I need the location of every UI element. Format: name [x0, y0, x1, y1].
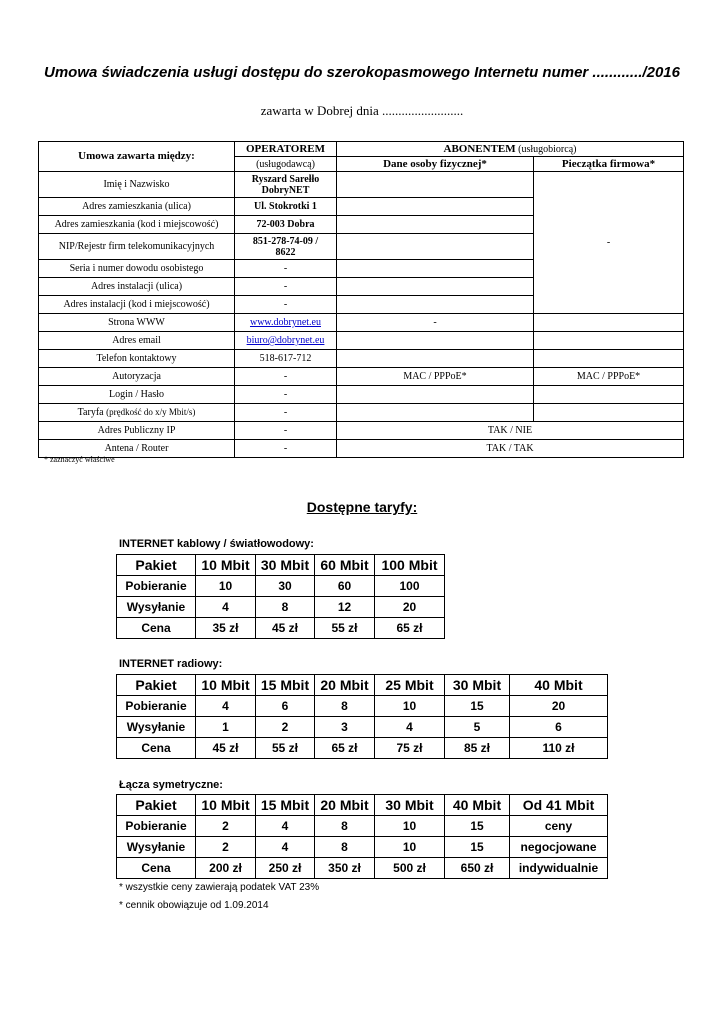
symmetric-header-cell: 20 Mbit: [315, 795, 375, 816]
symmetric-cell: Pobieranie: [117, 816, 196, 837]
subscriber-public-ip-choice[interactable]: TAK / NIE: [337, 422, 684, 440]
cable-cell: Wysyłanie: [117, 597, 196, 618]
radio-header-row: [117, 675, 608, 696]
symmetric-cell: 500 zł: [375, 858, 445, 879]
radio-cell: Pobieranie: [117, 696, 196, 717]
symmetric-header-cell: 15 Mbit: [256, 795, 315, 816]
operator-email-cell: [235, 332, 337, 350]
person-id-field[interactable]: [337, 260, 534, 278]
person-city-field[interactable]: [337, 216, 534, 234]
person-auth-field[interactable]: MAC / PPPoE*: [337, 368, 534, 386]
radio-cell: 6: [510, 717, 608, 738]
row-label-install-street: Adres instalacji (ulica): [39, 278, 235, 296]
symmetric-cell: Cena: [117, 858, 196, 879]
radio-cell: 85 zł: [445, 738, 510, 759]
cable-cell: Pobieranie: [117, 576, 196, 597]
operator-name: Ryszard Sarełło DobryNET: [235, 172, 337, 198]
radio-row-upload: [117, 717, 608, 738]
symmetric-cell: 350 zł: [315, 858, 375, 879]
symmetric-cell: 650 zł: [445, 858, 510, 879]
radio-cell: 5: [445, 717, 510, 738]
symmetric-cell: 8: [315, 816, 375, 837]
row-label-name: Imię i Nazwisko: [39, 172, 235, 198]
stamp-www-field[interactable]: [534, 314, 684, 332]
radio-header-cell: Pakiet: [117, 675, 196, 696]
operator-street: Ul. Stokrotki 1: [235, 198, 337, 216]
symmetric-cell: indywidualnie: [510, 858, 608, 879]
radio-cell: 4: [196, 696, 256, 717]
radio-header-cell: 30 Mbit: [445, 675, 510, 696]
operator-install-street: -: [235, 278, 337, 296]
stamp-auth-field[interactable]: MAC / PPPoE*: [534, 368, 684, 386]
tariffs-title: Dostępne taryfy:: [306, 499, 418, 515]
row-label-antenna: Antena / Router: [39, 440, 235, 458]
symmetric-header-row: [117, 795, 608, 816]
contract-table: [38, 141, 684, 458]
cable-header-cell: 60 Mbit: [315, 555, 375, 576]
person-install-city-field[interactable]: [337, 296, 534, 314]
validity-note: * cennik obowiązuje od 1.09.2014: [119, 900, 269, 911]
person-name-field[interactable]: [337, 172, 534, 198]
cable-cell: 65 zł: [375, 618, 445, 639]
radio-cell: 3: [315, 717, 375, 738]
radio-cell: 6: [256, 696, 315, 717]
row-label-login: Login / Hasło: [39, 386, 235, 404]
operator-email-link[interactable]: biuro@dobrynet.eu: [246, 335, 325, 346]
symmetric-tariff-table: [116, 794, 608, 879]
symmetric-cell: 4: [256, 816, 315, 837]
radio-row-download: [117, 696, 608, 717]
symmetric-cell: 8: [315, 837, 375, 858]
radio-cell: 110 zł: [510, 738, 608, 759]
radio-header-cell: 10 Mbit: [196, 675, 256, 696]
cable-cell: Cena: [117, 618, 196, 639]
row-label-street: Adres zamieszkania (ulica): [39, 198, 235, 216]
symmetric-cell: 250 zł: [256, 858, 315, 879]
contract-parties-label: Umowa zawarta między:: [39, 142, 235, 172]
operator-www-link[interactable]: www.dobrynet.eu: [249, 317, 321, 328]
symmetric-cell: 15: [445, 837, 510, 858]
person-nip-field[interactable]: [337, 234, 534, 260]
cable-cell: 35 zł: [196, 618, 256, 639]
symmetric-cell: Wysyłanie: [117, 837, 196, 858]
row-label-public-ip: Adres Publiczny IP: [39, 422, 235, 440]
radio-cell: 4: [375, 717, 445, 738]
operator-tariff: -: [235, 404, 337, 422]
operator-login: -: [235, 386, 337, 404]
radio-cell: 45 zł: [196, 738, 256, 759]
radio-cell: 1: [196, 717, 256, 738]
cable-cell: 10: [196, 576, 256, 597]
row-label-auth: Autoryzacja: [39, 368, 235, 386]
person-login-field[interactable]: [337, 386, 534, 404]
cable-cell: 8: [256, 597, 315, 618]
stamp-tariff-field[interactable]: [534, 404, 684, 422]
person-install-street-field[interactable]: [337, 278, 534, 296]
radio-cell: 65 zł: [315, 738, 375, 759]
row-label-city: Adres zamieszkania (kod i miejscowość): [39, 216, 235, 234]
symmetric-cell: 10: [375, 816, 445, 837]
radio-cell: 2: [256, 717, 315, 738]
person-street-field[interactable]: [337, 198, 534, 216]
row-label-tariff: Taryfa (prędkość do x/y Mbit/s): [39, 404, 235, 422]
cable-cell: 30: [256, 576, 315, 597]
operator-public-ip: -: [235, 422, 337, 440]
vat-note: * wszystkie ceny zawierają podatek VAT 23%: [119, 882, 320, 893]
operator-www-cell: [235, 314, 337, 332]
radio-tariff-table: [116, 674, 608, 759]
cable-cell: 12: [315, 597, 375, 618]
subscriber-title: ABONENTEM: [443, 142, 516, 155]
radio-cell: Cena: [117, 738, 196, 759]
cable-cell: 4: [196, 597, 256, 618]
subscriber-header: [337, 142, 684, 157]
company-stamp-field[interactable]: -: [534, 172, 684, 314]
operator-phone: 518-617-712: [235, 350, 337, 368]
cable-row-upload: [117, 597, 445, 618]
radio-cell: 10: [375, 696, 445, 717]
subscriber-sub: (usługobiorcą): [518, 143, 577, 155]
symmetric-cell: 2: [196, 837, 256, 858]
cable-cell: 60: [315, 576, 375, 597]
cable-cell: 55 zł: [315, 618, 375, 639]
operator-antenna: -: [235, 440, 337, 458]
cable-cell: 45 zł: [256, 618, 315, 639]
contract-footnote: * zaznaczyć właściwe: [44, 455, 115, 464]
operator-sub: (usługodawcą): [235, 157, 337, 172]
symmetric-header-cell: 30 Mbit: [375, 795, 445, 816]
row-label-id: Seria i numer dowodu osobistego: [39, 260, 235, 278]
operator-title: OPERATOREM: [235, 142, 337, 157]
radio-header-cell: 40 Mbit: [510, 675, 608, 696]
symmetric-row-download: [117, 816, 608, 837]
radio-cell: 75 zł: [375, 738, 445, 759]
symmetric-header-cell: Pakiet: [117, 795, 196, 816]
cable-header-cell: Pakiet: [117, 555, 196, 576]
cable-cell: 100: [375, 576, 445, 597]
person-www-field[interactable]: -: [337, 314, 534, 332]
symmetric-cell: 2: [196, 816, 256, 837]
operator-install-city: -: [235, 296, 337, 314]
symmetric-cell: negocjowane: [510, 837, 608, 858]
operator-nip: 851-278-74-09 / 8622: [235, 234, 337, 260]
symmetric-row-upload: [117, 837, 608, 858]
radio-header-cell: 15 Mbit: [256, 675, 315, 696]
cable-header-cell: 10 Mbit: [196, 555, 256, 576]
radio-cell: 8: [315, 696, 375, 717]
row-label-www: Strona WWW: [39, 314, 235, 332]
row-label-phone: Telefon kontaktowy: [39, 350, 235, 368]
symmetric-cell: 4: [256, 837, 315, 858]
radio-cell: 15: [445, 696, 510, 717]
symmetric-row-price: [117, 858, 608, 879]
cable-row-download: [117, 576, 445, 597]
operator-id: -: [235, 260, 337, 278]
cable-header-row: [117, 555, 445, 576]
symmetric-label: Łącza symetryczne:: [119, 779, 223, 791]
row-label-install-city: Adres instalacji (kod i miejscowość): [39, 296, 235, 314]
cable-row-price: [117, 618, 445, 639]
symmetric-header-cell: Od 41 Mbit: [510, 795, 608, 816]
contract-place-date: zawarta w Dobrej dnia .........................: [260, 103, 464, 118]
radio-header-cell: 20 Mbit: [315, 675, 375, 696]
symmetric-cell: 200 zł: [196, 858, 256, 879]
stamp-email-field[interactable]: [534, 332, 684, 350]
radio-cell: 55 zł: [256, 738, 315, 759]
symmetric-cell: 10: [375, 837, 445, 858]
stamp-phone-field[interactable]: [534, 350, 684, 368]
radio-cell: Wysyłanie: [117, 717, 196, 738]
symmetric-header-cell: 40 Mbit: [445, 795, 510, 816]
document-title: Umowa świadczenia usługi dostępu do szerokopasmowego Internetu numer ............/2016: [44, 64, 680, 81]
row-label-email: Adres email: [39, 332, 235, 350]
person-tariff-field[interactable]: [337, 404, 534, 422]
company-stamp-header: Pieczątka firmowa*: [534, 157, 684, 172]
radio-label: INTERNET radiowy:: [119, 658, 223, 670]
stamp-login-field[interactable]: [534, 386, 684, 404]
cable-cell: 20: [375, 597, 445, 618]
person-email-field[interactable]: [337, 332, 534, 350]
row-label-nip: NIP/Rejestr firm telekomunikacyjnych: [39, 234, 235, 260]
operator-city: 72-003 Dobra: [235, 216, 337, 234]
symmetric-cell: ceny: [510, 816, 608, 837]
person-phone-field[interactable]: [337, 350, 534, 368]
operator-auth: -: [235, 368, 337, 386]
cable-label: INTERNET kablowy / światłowodowy:: [119, 538, 314, 550]
symmetric-cell: 15: [445, 816, 510, 837]
cable-header-cell: 100 Mbit: [375, 555, 445, 576]
radio-cell: 20: [510, 696, 608, 717]
cable-tariff-table: [116, 554, 445, 639]
subscriber-antenna-choice[interactable]: TAK / TAK: [337, 440, 684, 458]
symmetric-header-cell: 10 Mbit: [196, 795, 256, 816]
person-data-header: Dane osoby fizycznej*: [337, 157, 534, 172]
cable-header-cell: 30 Mbit: [256, 555, 315, 576]
radio-row-price: [117, 738, 608, 759]
radio-header-cell: 25 Mbit: [375, 675, 445, 696]
